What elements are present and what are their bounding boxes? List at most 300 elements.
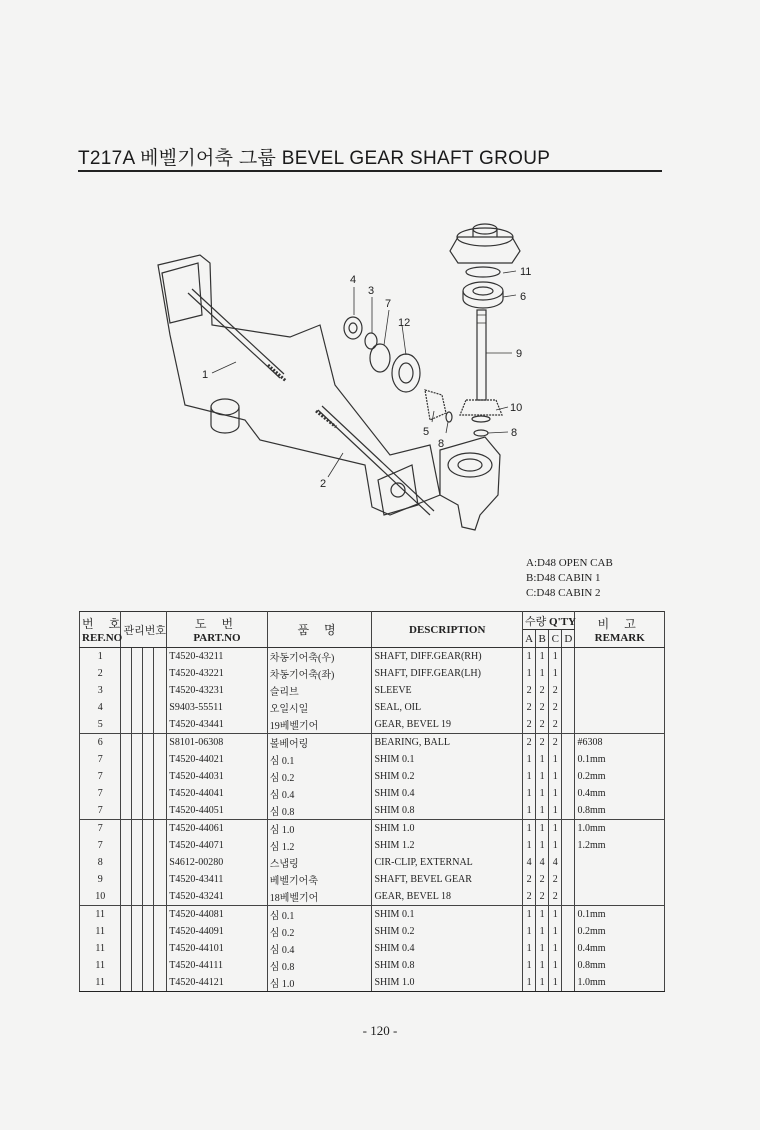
cell-desc: SHIM 0.2 [372, 768, 523, 785]
cell-d [562, 871, 575, 888]
cell-name: 심 0.1 [267, 751, 372, 768]
page-number: - 120 - [362, 1023, 398, 1038]
cell-name: 볼베어링 [267, 734, 372, 752]
cell-d [562, 974, 575, 992]
cell-mgmt [121, 974, 132, 992]
cell-name: 심 1.2 [267, 837, 372, 854]
cell-mgmt [121, 785, 132, 802]
header-qty-c: C [549, 630, 562, 648]
cell-mgmt [143, 974, 154, 992]
table-row [80, 716, 665, 734]
cell-mgmt [154, 734, 167, 752]
callout-12: 12 [398, 317, 411, 329]
cell-part: T4520-44091 [167, 923, 267, 940]
cell-name: 심 0.4 [267, 785, 372, 802]
table-row [80, 648, 665, 666]
parts-table [79, 611, 665, 992]
cell-desc: SHAFT, BEVEL GEAR [372, 871, 523, 888]
cell-mgmt [121, 648, 132, 666]
cell-mgmt [121, 699, 132, 716]
cell-remark [575, 854, 665, 871]
cell-remark [575, 665, 665, 682]
cell-b: 1 [536, 648, 549, 666]
cell-part: T4520-43441 [167, 716, 267, 734]
cell-d [562, 940, 575, 957]
cell-desc: SHAFT, DIFF.GEAR(RH) [372, 648, 523, 666]
table-row [80, 682, 665, 699]
cell-name: 오일시일 [267, 699, 372, 716]
cell-part: T4520-43231 [167, 682, 267, 699]
cell-mgmt [143, 699, 154, 716]
cell-b: 1 [536, 768, 549, 785]
cell-a: 2 [523, 682, 536, 699]
cell-mgmt [143, 923, 154, 940]
callout-8-right: 8 [511, 427, 518, 439]
callout-3: 3 [368, 285, 375, 297]
cell-mgmt [143, 854, 154, 871]
cell-b: 2 [536, 682, 549, 699]
cell-desc: SHIM 0.4 [372, 940, 523, 957]
cell-part: T4520-44111 [167, 957, 267, 974]
callout-9: 9 [516, 348, 523, 360]
model-legend [526, 556, 613, 601]
cell-a: 1 [523, 751, 536, 768]
table-row [80, 785, 665, 802]
cell-desc: SHIM 0.1 [372, 906, 523, 924]
cell-mgmt [121, 888, 132, 906]
legend-b: B:D48 CABIN 1 [526, 572, 601, 584]
cell-ref: 7 [80, 820, 121, 838]
cell-d [562, 854, 575, 871]
cell-d [562, 802, 575, 820]
shaft-9 [477, 310, 486, 400]
cell-ref: 10 [80, 888, 121, 906]
cell-ref: 7 [80, 785, 121, 802]
oil-seal-4 [344, 317, 362, 339]
cell-ref: 7 [80, 768, 121, 785]
cell-remark: 1.0mm [575, 974, 665, 992]
cell-remark: 0.8mm [575, 802, 665, 820]
table-row [80, 940, 665, 957]
cell-c: 1 [549, 768, 562, 785]
table-row [80, 837, 665, 854]
cell-remark: 0.8mm [575, 957, 665, 974]
cell-c: 1 [549, 974, 562, 992]
cell-c: 2 [549, 716, 562, 734]
header-remark: 비 고 REMARK [575, 612, 665, 648]
cell-a: 2 [523, 716, 536, 734]
cell-desc: GEAR, BEVEL 18 [372, 888, 523, 906]
table-row [80, 820, 665, 838]
snap-ring-8-left [446, 412, 452, 422]
cell-mgmt [121, 923, 132, 940]
cell-mgmt [143, 906, 154, 924]
cell-d [562, 785, 575, 802]
callout-4: 4 [350, 274, 357, 286]
cell-c: 1 [549, 906, 562, 924]
cell-c: 2 [549, 888, 562, 906]
bevel-gear-5 [425, 390, 446, 420]
cell-b: 1 [536, 820, 549, 838]
cell-d [562, 837, 575, 854]
cell-mgmt [132, 854, 143, 871]
cell-c: 2 [549, 699, 562, 716]
cell-b: 1 [536, 974, 549, 992]
cell-mgmt [143, 837, 154, 854]
cell-c: 1 [549, 751, 562, 768]
bearing-12 [392, 354, 420, 392]
cell-b: 4 [536, 854, 549, 871]
cell-d [562, 923, 575, 940]
cell-desc: SHIM 1.2 [372, 837, 523, 854]
cell-ref: 11 [80, 974, 121, 992]
cell-ref: 11 [80, 957, 121, 974]
cell-part: T4520-44101 [167, 940, 267, 957]
cell-mgmt [154, 940, 167, 957]
cell-a: 1 [523, 974, 536, 992]
gear-10 [460, 400, 502, 415]
cell-mgmt [154, 974, 167, 992]
cell-d [562, 906, 575, 924]
cell-mgmt [143, 734, 154, 752]
cell-mgmt [121, 854, 132, 871]
cell-d [562, 699, 575, 716]
cell-mgmt [154, 699, 167, 716]
cell-mgmt [154, 888, 167, 906]
cell-ref: 9 [80, 871, 121, 888]
cell-desc: SHIM 0.8 [372, 957, 523, 974]
cell-d [562, 716, 575, 734]
cell-ref: 5 [80, 716, 121, 734]
cell-mgmt [154, 820, 167, 838]
cell-c: 1 [549, 957, 562, 974]
cell-ref: 2 [80, 665, 121, 682]
cell-mgmt [132, 648, 143, 666]
shim-11 [466, 267, 500, 277]
cell-ref: 6 [80, 734, 121, 752]
shaft-2 [318, 410, 430, 515]
cell-mgmt [132, 785, 143, 802]
cell-part: T4520-44081 [167, 906, 267, 924]
cell-mgmt [143, 716, 154, 734]
header-name: 품 명 [267, 612, 372, 648]
table-row [80, 854, 665, 871]
cell-a: 1 [523, 785, 536, 802]
cell-a: 1 [523, 768, 536, 785]
cell-b: 1 [536, 665, 549, 682]
cell-a: 1 [523, 906, 536, 924]
header-qty-b: B [536, 630, 549, 648]
cell-c: 4 [549, 854, 562, 871]
cell-c: 1 [549, 837, 562, 854]
cell-a: 4 [523, 854, 536, 871]
cell-mgmt [121, 906, 132, 924]
cell-remark: 0.1mm [575, 751, 665, 768]
cell-desc: SLEEVE [372, 682, 523, 699]
cell-ref: 11 [80, 923, 121, 940]
cell-name: 19베벨기어 [267, 716, 372, 734]
shaft-1 [188, 293, 280, 378]
cell-mgmt [121, 734, 132, 752]
cell-mgmt [154, 854, 167, 871]
ring-7 [370, 344, 390, 372]
sleeve-3 [365, 333, 377, 349]
cell-remark: 1.0mm [575, 820, 665, 838]
snap-ring-8-right [474, 430, 488, 436]
table-row [80, 923, 665, 940]
cell-c: 1 [549, 785, 562, 802]
cell-mgmt [132, 665, 143, 682]
cell-mgmt [154, 751, 167, 768]
cell-remark [575, 716, 665, 734]
legend-a: A:D48 OPEN CAB [526, 557, 613, 569]
cell-mgmt [143, 871, 154, 888]
cell-name: 심 1.0 [267, 820, 372, 838]
cell-part: T4520-44041 [167, 785, 267, 802]
cell-remark [575, 648, 665, 666]
cell-mgmt [121, 957, 132, 974]
cell-remark [575, 699, 665, 716]
cell-mgmt [154, 648, 167, 666]
cell-d [562, 820, 575, 838]
cell-ref: 7 [80, 802, 121, 820]
cell-mgmt [132, 802, 143, 820]
cell-part: T4520-43221 [167, 665, 267, 682]
cell-remark: 0.2mm [575, 923, 665, 940]
cell-desc: CIR-CLIP, EXTERNAL [372, 854, 523, 871]
cell-a: 1 [523, 957, 536, 974]
cell-mgmt [132, 699, 143, 716]
table-row [80, 665, 665, 682]
cell-mgmt [121, 665, 132, 682]
cell-mgmt [154, 837, 167, 854]
cell-c: 2 [549, 734, 562, 752]
cell-ref: 11 [80, 906, 121, 924]
table-row [80, 768, 665, 785]
title-rule [78, 170, 662, 172]
cell-c: 1 [549, 665, 562, 682]
cell-name: 심 0.2 [267, 768, 372, 785]
cell-d [562, 751, 575, 768]
cell-a: 1 [523, 940, 536, 957]
cell-part: T4520-44121 [167, 974, 267, 992]
bearing-6 [463, 282, 503, 300]
cell-mgmt [143, 820, 154, 838]
cell-mgmt [154, 785, 167, 802]
cell-name: 심 0.8 [267, 957, 372, 974]
cell-mgmt [154, 768, 167, 785]
cell-mgmt [121, 940, 132, 957]
cell-mgmt [154, 802, 167, 820]
cell-remark [575, 871, 665, 888]
cell-name: 슬리브 [267, 682, 372, 699]
cell-mgmt [154, 957, 167, 974]
callout-2: 2 [320, 478, 327, 490]
cell-ref: 7 [80, 837, 121, 854]
cell-mgmt [143, 682, 154, 699]
cell-name: 차동기어축(좌) [267, 665, 372, 682]
cell-c: 2 [549, 871, 562, 888]
cell-mgmt [143, 768, 154, 785]
cell-mgmt [121, 837, 132, 854]
cell-part: T4520-43211 [167, 648, 267, 666]
callout-10: 10 [510, 402, 523, 414]
cell-d [562, 734, 575, 752]
table-row [80, 888, 665, 906]
cell-b: 2 [536, 699, 549, 716]
cell-mgmt [154, 923, 167, 940]
cell-mgmt [132, 940, 143, 957]
cell-name: 심 0.4 [267, 940, 372, 957]
header-qty: 수량 Q'TY [523, 612, 575, 630]
cell-desc: SHAFT, DIFF.GEAR(LH) [372, 665, 523, 682]
cell-a: 1 [523, 837, 536, 854]
cell-part: T4520-44061 [167, 820, 267, 838]
cell-c: 1 [549, 940, 562, 957]
cell-d [562, 888, 575, 906]
cell-mgmt [132, 768, 143, 785]
table-row [80, 974, 665, 992]
legend-c: C:D48 CABIN 2 [526, 587, 601, 599]
cell-b: 1 [536, 957, 549, 974]
cell-mgmt [154, 665, 167, 682]
header-mgmt: 관리번호 [121, 612, 167, 648]
gear-case [440, 437, 500, 530]
cell-desc: BEARING, BALL [372, 734, 523, 752]
callout-11: 11 [520, 266, 532, 278]
exploded-parts-diagram [140, 215, 560, 545]
cell-part: S9403-55511 [167, 699, 267, 716]
cell-c: 1 [549, 648, 562, 666]
cell-mgmt [143, 940, 154, 957]
cell-remark: #6308 [575, 734, 665, 752]
table-row [80, 957, 665, 974]
cell-mgmt [121, 716, 132, 734]
cell-mgmt [132, 751, 143, 768]
header-qty-d: D [562, 630, 575, 648]
table-row [80, 699, 665, 716]
cell-part: S4612-00280 [167, 854, 267, 871]
cell-mgmt [143, 888, 154, 906]
cell-c: 1 [549, 802, 562, 820]
cell-mgmt [132, 923, 143, 940]
cell-a: 1 [523, 802, 536, 820]
table-row [80, 871, 665, 888]
cell-b: 1 [536, 751, 549, 768]
cell-remark: 0.4mm [575, 940, 665, 957]
cell-mgmt [154, 906, 167, 924]
cell-desc: SEAL, OIL [372, 699, 523, 716]
cell-d [562, 648, 575, 666]
cell-mgmt [121, 682, 132, 699]
cell-name: 베벨기어축 [267, 871, 372, 888]
cell-mgmt [132, 734, 143, 752]
cell-part: T4520-43411 [167, 871, 267, 888]
cell-remark [575, 682, 665, 699]
cell-a: 1 [523, 820, 536, 838]
cell-desc: SHIM 0.1 [372, 751, 523, 768]
cell-mgmt [132, 837, 143, 854]
cell-mgmt [132, 716, 143, 734]
cell-b: 1 [536, 906, 549, 924]
cell-part: T4520-44031 [167, 768, 267, 785]
cell-mgmt [132, 974, 143, 992]
cell-d [562, 768, 575, 785]
cell-mgmt [143, 751, 154, 768]
cell-ref: 4 [80, 699, 121, 716]
callout-7: 7 [385, 298, 392, 310]
cell-ref: 1 [80, 648, 121, 666]
cell-remark [575, 888, 665, 906]
cell-a: 1 [523, 665, 536, 682]
cell-mgmt [143, 665, 154, 682]
cell-name: 심 1.0 [267, 974, 372, 992]
cell-desc: GEAR, BEVEL 19 [372, 716, 523, 734]
cell-ref: 8 [80, 854, 121, 871]
cell-d [562, 665, 575, 682]
header-desc: DESCRIPTION [372, 612, 523, 648]
callout-5: 5 [423, 426, 430, 438]
cell-mgmt [121, 768, 132, 785]
cell-mgmt [132, 682, 143, 699]
cell-b: 1 [536, 923, 549, 940]
header-qty-a: A [523, 630, 536, 648]
cell-b: 2 [536, 734, 549, 752]
table-row [80, 802, 665, 820]
cell-c: 1 [549, 820, 562, 838]
cell-mgmt [154, 716, 167, 734]
cell-remark: 1.2mm [575, 837, 665, 854]
cell-desc: SHIM 0.2 [372, 923, 523, 940]
cell-name: 심 0.8 [267, 802, 372, 820]
cell-mgmt [143, 957, 154, 974]
cell-c: 2 [549, 682, 562, 699]
cell-remark: 0.4mm [575, 785, 665, 802]
callout-6: 6 [520, 291, 527, 303]
table-row [80, 734, 665, 752]
cell-mgmt [121, 820, 132, 838]
page-title: T217A 베벨기어축 그룹 BEVEL GEAR SHAFT GROUP [78, 148, 551, 169]
cell-mgmt [121, 871, 132, 888]
cell-b: 1 [536, 802, 549, 820]
cell-b: 2 [536, 888, 549, 906]
cell-desc: SHIM 1.0 [372, 974, 523, 992]
cell-mgmt [154, 871, 167, 888]
cell-remark: 0.1mm [575, 906, 665, 924]
cell-ref: 3 [80, 682, 121, 699]
cell-a: 2 [523, 888, 536, 906]
cell-name: 차동기어축(우) [267, 648, 372, 666]
cell-b: 1 [536, 837, 549, 854]
cell-mgmt [132, 888, 143, 906]
cell-part: S8101-06308 [167, 734, 267, 752]
cell-mgmt [121, 751, 132, 768]
cell-b: 1 [536, 785, 549, 802]
cell-d [562, 957, 575, 974]
cell-desc: SHIM 1.0 [372, 820, 523, 838]
table-row [80, 751, 665, 768]
header-part: 도 번 PART.NO [167, 612, 267, 648]
cell-desc: SHIM 0.8 [372, 802, 523, 820]
cell-mgmt [132, 957, 143, 974]
cell-a: 2 [523, 734, 536, 752]
cell-c: 1 [549, 923, 562, 940]
cell-name: 스냅링 [267, 854, 372, 871]
cell-ref: 11 [80, 940, 121, 957]
cell-part: T4520-44071 [167, 837, 267, 854]
cell-part: T4520-44021 [167, 751, 267, 768]
cell-part: T4520-44051 [167, 802, 267, 820]
